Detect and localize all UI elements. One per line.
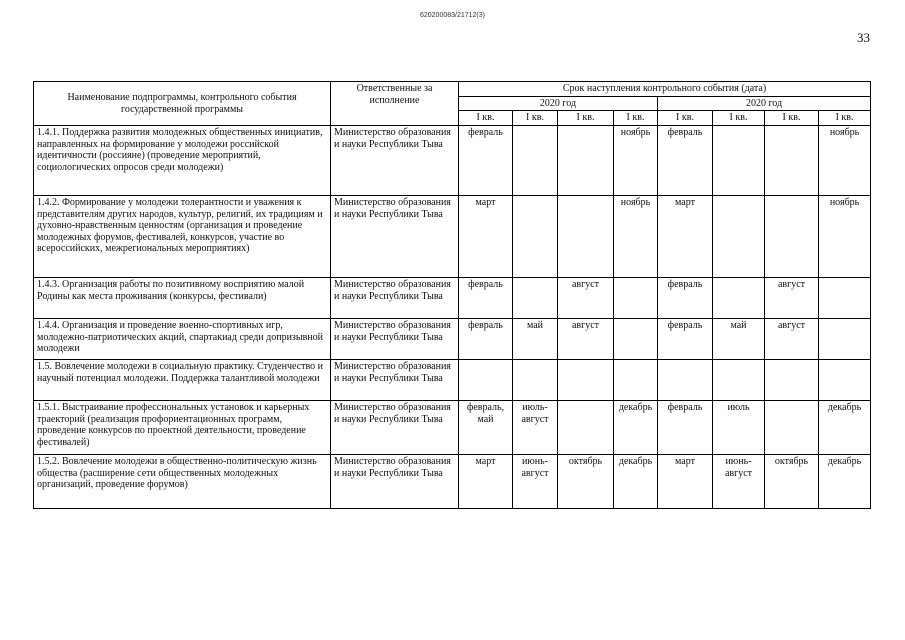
year-group-1: 2020 год [459, 96, 658, 111]
term-cell: май [513, 319, 558, 360]
term-cell [713, 196, 765, 278]
term-cell: ноябрь [614, 196, 658, 278]
event-name: 1.4.3. Организация работы по позитивному восприятию малой Родины как места проживания (конкурсы, фестивали) [34, 278, 331, 319]
term-cell: август [765, 319, 819, 360]
term-cell [765, 126, 819, 196]
term-cell: декабрь [614, 455, 658, 509]
term-cell [513, 126, 558, 196]
term-cell: февраль [658, 319, 713, 360]
term-cell: февраль [658, 126, 713, 196]
event-name: 1.4.4. Организация и проведение военно-спортивных игр, молодежно-патриотических акций, спартакиад среди допризывной молодежи [34, 319, 331, 360]
term-cell [558, 126, 614, 196]
responsible: Министерство образования и науки Республики Тыва [331, 126, 459, 196]
term-cell [819, 278, 871, 319]
term-cell: декабрь [819, 401, 871, 455]
header-row-1 [34, 82, 871, 97]
term-cell: декабрь [614, 401, 658, 455]
term-cell: август [765, 278, 819, 319]
quarter-header: I кв. [513, 111, 558, 126]
table-row [34, 401, 871, 455]
term-cell: ноябрь [819, 196, 871, 278]
event-name: 1.5.1. Выстраивание профессиональных установок и карьерных траекторий (реализация профориентационных программ, проведение конкурсов по проектной деятельности, проведение фестивалей) [34, 401, 331, 455]
quarter-header: I кв. [819, 111, 871, 126]
quarter-header: I кв. [765, 111, 819, 126]
table-row [34, 126, 871, 196]
quarter-header: I кв. [614, 111, 658, 126]
term-cell: март [459, 455, 513, 509]
event-name: 1.5. Вовлечение молодежи в социальную практику. Студенчество и научный потенциал молодежи. Поддержка талантливой молодежи [34, 360, 331, 401]
year-group-2: 2020 год [658, 96, 871, 111]
control-events-table [33, 81, 871, 509]
term-cell: октябрь [558, 455, 614, 509]
term-cell: июль [713, 401, 765, 455]
responsible: Министерство образования и науки Республики Тыва [331, 455, 459, 509]
term-cell [713, 360, 765, 401]
term-cell [765, 401, 819, 455]
table-row [34, 196, 871, 278]
term-cell: март [459, 196, 513, 278]
col-header-term: Срок наступления контрольного события (дата) [459, 82, 871, 97]
table-row [34, 455, 871, 509]
term-cell [713, 278, 765, 319]
term-cell [658, 360, 713, 401]
quarter-header: I кв. [459, 111, 513, 126]
term-cell [558, 360, 614, 401]
table-row [34, 278, 871, 319]
term-cell: март [658, 196, 713, 278]
event-name: 1.5.2. Вовлечение молодежи в общественно-политическую жизнь общества (расширение сети общественных молодежных организаций, проведение форумов) [34, 455, 331, 509]
term-cell [558, 401, 614, 455]
term-cell [765, 196, 819, 278]
page-number: 33 [857, 30, 870, 45]
term-cell: ноябрь [819, 126, 871, 196]
term-cell [819, 319, 871, 360]
table-row [34, 360, 871, 401]
term-cell: февраль [459, 126, 513, 196]
term-cell: февраль [658, 401, 713, 455]
term-cell: ноябрь [614, 126, 658, 196]
col-header-responsible: Ответственные за исполнение [331, 82, 459, 126]
term-cell [614, 278, 658, 319]
term-cell: октябрь [765, 455, 819, 509]
term-cell [513, 196, 558, 278]
responsible: Министерство образования и науки Республики Тыва [331, 360, 459, 401]
term-cell: февраль [459, 319, 513, 360]
term-cell [819, 360, 871, 401]
event-name: 1.4.2. Формирование у молодежи толерантности и уважения к представителям других народов, культур, религий, их традициям и духовно-нравственным ценностям (организация и проведение молодежных форумов, фестивалей, конкурсов, участие во всероссийских, межрегиональных мероприятиях) [34, 196, 331, 278]
responsible: Министерство образования и науки Республики Тыва [331, 401, 459, 455]
term-cell: февраль [658, 278, 713, 319]
col-header-name: Наименование подпрограммы, контрольного события государственной программы [34, 82, 331, 126]
responsible: Министерство образования и науки Республики Тыва [331, 278, 459, 319]
term-cell: май [713, 319, 765, 360]
quarter-header: I кв. [658, 111, 713, 126]
quarter-header: I кв. [558, 111, 614, 126]
term-cell [459, 360, 513, 401]
term-cell: июнь-август [713, 455, 765, 509]
term-cell [513, 278, 558, 319]
event-name: 1.4.1. Поддержка развития молодежных общественных инициатив, направленных на формирование у молодежи российской идентичности (россияне) (проведение мероприятий, социологических опросов среди молодежи) [34, 126, 331, 196]
term-cell [558, 196, 614, 278]
term-cell [614, 319, 658, 360]
term-cell: июль-август [513, 401, 558, 455]
term-cell: февраль [459, 278, 513, 319]
term-cell [765, 360, 819, 401]
document-id: 620200083/21712(3) [419, 12, 485, 19]
term-cell: июнь-август [513, 455, 558, 509]
term-cell [513, 360, 558, 401]
term-cell: март [658, 455, 713, 509]
term-cell [614, 360, 658, 401]
term-cell: август [558, 278, 614, 319]
quarter-header: I кв. [713, 111, 765, 126]
responsible: Министерство образования и науки Республики Тыва [331, 196, 459, 278]
term-cell: декабрь [819, 455, 871, 509]
term-cell: февраль, май [459, 401, 513, 455]
table-row [34, 319, 871, 360]
term-cell: август [558, 319, 614, 360]
responsible: Министерство образования и науки Республики Тыва [331, 319, 459, 360]
term-cell [713, 126, 765, 196]
